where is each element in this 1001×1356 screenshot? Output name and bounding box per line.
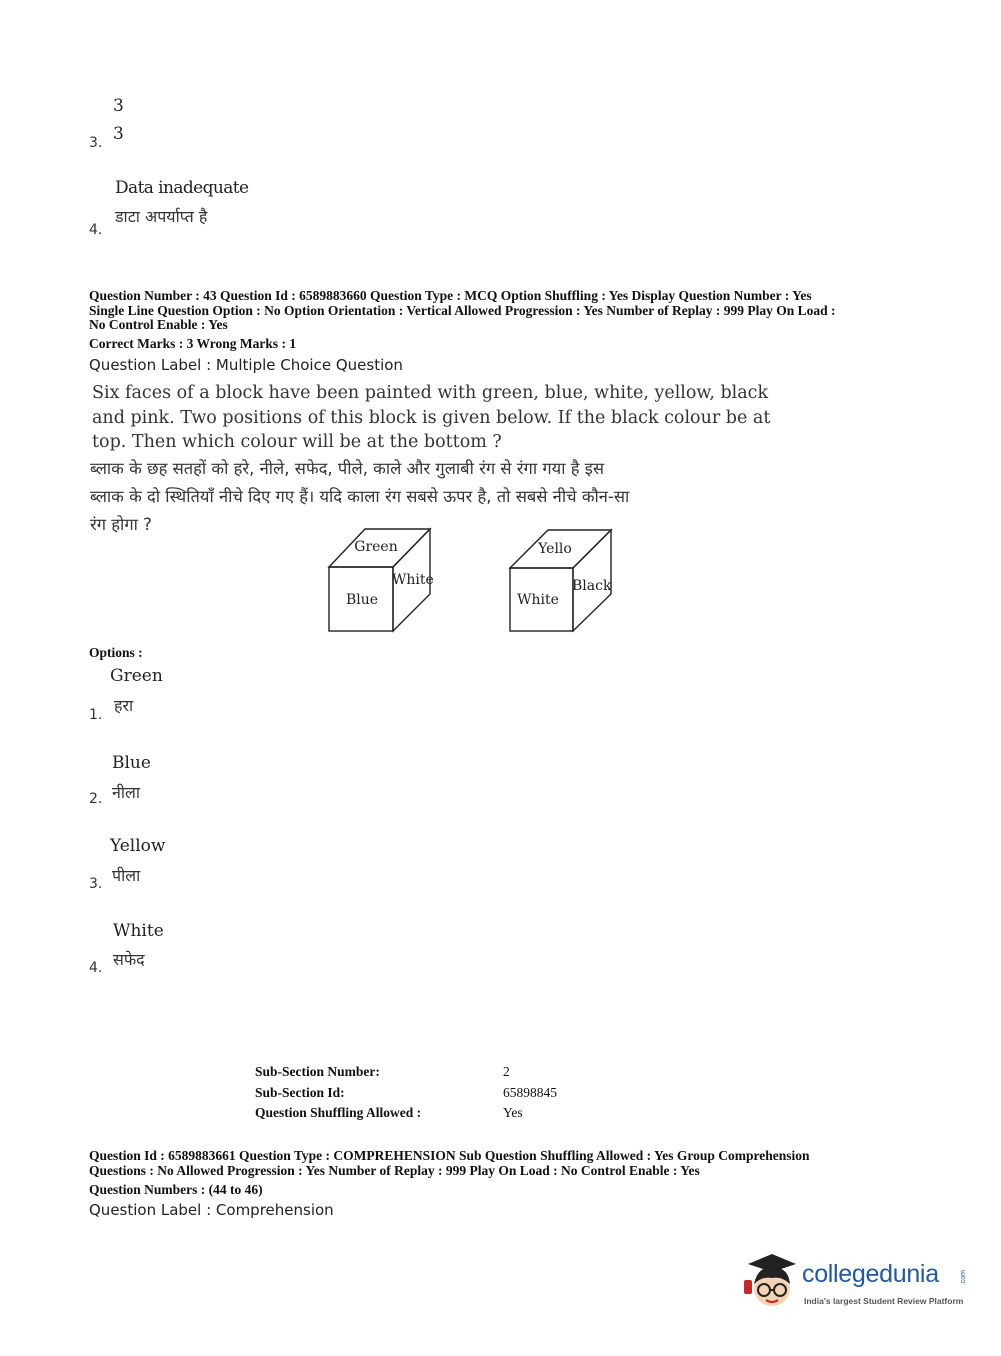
brand-dotcom: .com: [960, 1270, 967, 1286]
subsection-shuffling-value: Yes: [503, 1105, 523, 1120]
subsection-id-key: Sub-Section Id:: [255, 1085, 345, 1100]
option-4-hindi: सफेद: [113, 950, 145, 969]
mascot-icon: [742, 1250, 802, 1312]
collegedunia-watermark: [742, 1250, 982, 1320]
question-meta-line1: Question Number : 43 Question Id : 6589883660 Question Type : MCQ Option Shuffling : Yes Display Question Number : Yes: [89, 288, 812, 303]
question-text-hindi: [90, 455, 810, 539]
question-meta-line3: No Control Enable : Yes: [89, 317, 228, 332]
option-3-hindi: पीला: [112, 866, 141, 885]
cube-diagram-2: [507, 527, 617, 635]
cube-diagram-1: [326, 526, 436, 634]
subsection-number-key: Sub-Section Number:: [255, 1064, 380, 1079]
option-1-english: Green: [110, 666, 163, 686]
option-4-number: 4.: [89, 960, 103, 976]
cube2-side-label: Black: [572, 578, 612, 594]
prev-option-3-number: 3.: [89, 135, 103, 151]
cube2-top-label: Yello: [538, 541, 572, 557]
comprehension-meta-line1: Question Id : 6589883661 Question Type : COMPREHENSION Sub Question Shuffling Allowed : Yes Group Comprehension: [89, 1148, 810, 1163]
cube1-top-label: Green: [354, 539, 398, 555]
subsection-id-value: 65898845: [503, 1085, 557, 1100]
options-heading: Options :: [89, 645, 143, 660]
option-2-number: 2.: [89, 791, 103, 807]
question-text-hi-line3: रंग होगा ?: [90, 515, 152, 534]
option-3-english: Yellow: [110, 836, 166, 856]
question-text-en-line2: and pink. Two positions of this block is given below. If the black colour be at: [92, 407, 771, 428]
question-label: Question Label : Multiple Choice Question: [89, 356, 403, 374]
cube2-front-label: White: [517, 592, 559, 608]
comprehension-meta: [89, 1149, 919, 1178]
comprehension-numbers: Question Numbers : (44 to 46): [89, 1182, 263, 1197]
subsection-number-value: 2: [503, 1064, 510, 1079]
question-text-en-line1: Six faces of a block have been painted with green, blue, white, yellow, black: [92, 383, 769, 403]
prev-option-4-number: 4.: [89, 222, 103, 238]
brand-name: collegedunia: [802, 1260, 939, 1288]
option-1-number: 1.: [89, 707, 103, 723]
option-1-hindi: हरा: [114, 696, 134, 715]
question-text-hi-line2: ब्लाक के दो स्थितियाँ नीचे दिए गए हैं। यदि काला रंग सबसे ऊपर है, तो सबसे नीचे कौन-सा: [90, 487, 630, 506]
question-meta-line2: Single Line Question Option : No Option Orientation : Vertical Allowed Progression : Yes Number of Replay : 999 Play On Load :: [89, 302, 836, 318]
subsection-shuffling-key: Question Shuffling Allowed :: [255, 1105, 422, 1120]
question-marks: Correct Marks : 3 Wrong Marks : 1: [89, 336, 297, 351]
option-2-hindi: नीला: [112, 783, 141, 802]
prev-option-3-line2: 3: [113, 124, 124, 144]
brand-tagline: India's largest Student Review Platform: [804, 1296, 964, 1306]
comprehension-meta-line2: Questions : No Allowed Progression : Yes Number of Replay : 999 Play On Load : No Control Enable : Yes: [89, 1162, 700, 1178]
prev-option-4-english: Data inadequate: [115, 178, 249, 198]
cube1-side-label: White: [392, 572, 434, 588]
cube1-front-label: Blue: [345, 592, 379, 608]
prev-option-3-line1: 3: [113, 96, 124, 116]
question-text-english: [92, 381, 812, 455]
question-text-en-line3: top. Then which colour will be at the bottom ?: [92, 432, 502, 452]
option-4-english: White: [113, 921, 164, 941]
question-meta: [89, 289, 919, 333]
question-text-hi-line1: ब्लाक के छह सतहों को हरे, नीले, सफेद, पीले, काले और गुलाबी रंग से रंगा गया है इस: [90, 459, 604, 478]
option-2-english: Blue: [112, 753, 151, 773]
prev-option-4-hindi: डाटा अपर्याप्त है: [115, 207, 208, 226]
comprehension-label: Question Label : Comprehension: [89, 1201, 334, 1219]
option-3-number: 3.: [89, 876, 103, 892]
